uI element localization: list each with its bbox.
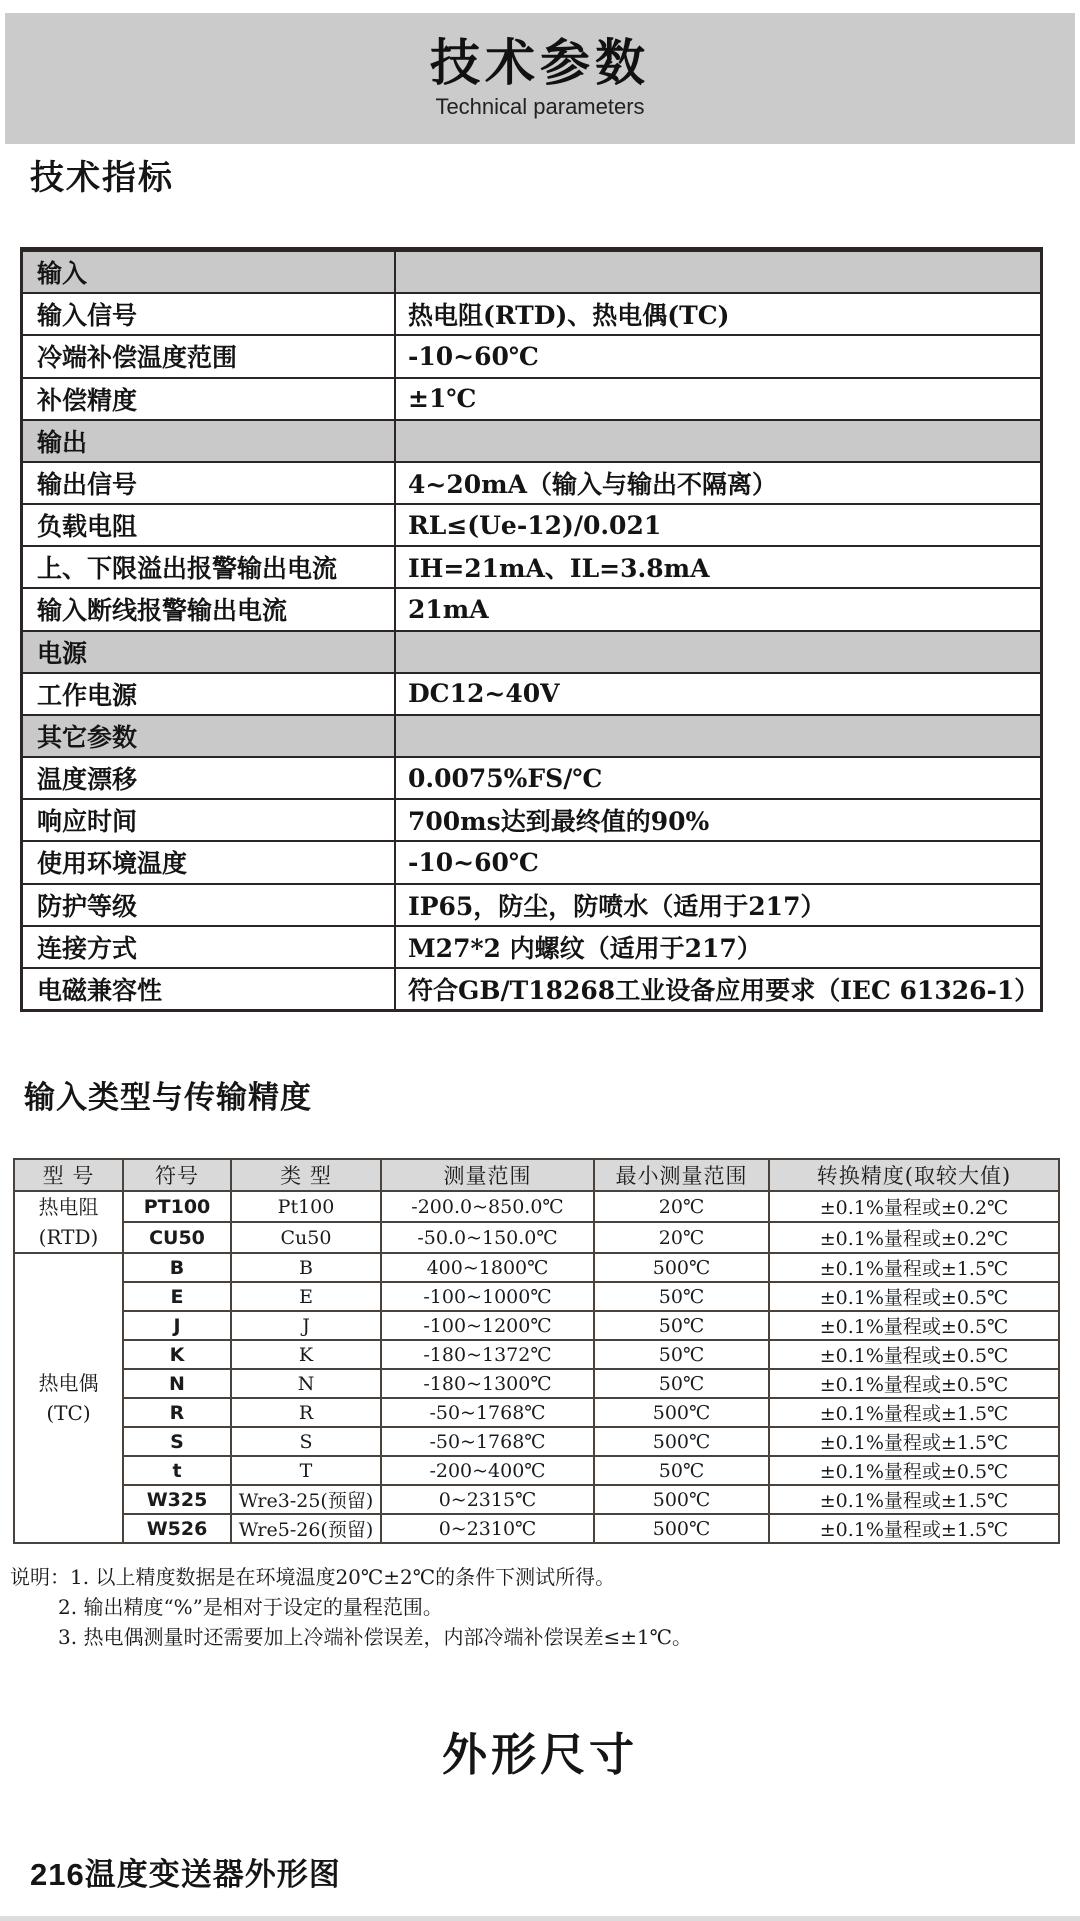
accuracy-cell-accuracy: ±0.1%量程或±0.5℃ xyxy=(769,1369,1059,1398)
accuracy-header-cell: 符号 xyxy=(123,1159,231,1191)
spec-value: 21mA xyxy=(408,594,489,624)
accuracy-cell-range: -200.0~850.0℃ xyxy=(381,1191,594,1222)
accuracy-cell-type: Cu50 xyxy=(231,1222,381,1253)
spec-value: -10~60℃ xyxy=(408,341,539,371)
accuracy-cell-min_range: 500℃ xyxy=(594,1485,769,1514)
spec-value xyxy=(396,632,1040,672)
accuracy-row xyxy=(14,1282,1059,1311)
heading-dimensions: 外形尺寸 xyxy=(441,1729,638,1780)
spec-row xyxy=(23,798,1040,840)
accuracy-row xyxy=(14,1398,1059,1427)
spec-label: 输出信号 xyxy=(23,463,396,503)
accuracy-cell-symbol: W325 xyxy=(123,1485,231,1514)
accuracy-cell-type: N xyxy=(231,1369,381,1398)
spec-value: M27*2 内螺纹（适用于217） xyxy=(408,933,762,963)
spec-row xyxy=(23,461,1040,503)
heading-input-type: 输入类型与传输精度 xyxy=(24,1080,312,1115)
heading-outline-216: 216温度变送器外形图 xyxy=(30,1857,341,1892)
heading-tech-index: 技术指标 xyxy=(30,159,174,197)
accuracy-cell-symbol: E xyxy=(123,1282,231,1311)
accuracy-cell-range: 0~2310℃ xyxy=(381,1514,594,1543)
accuracy-cell-min_range: 20℃ xyxy=(594,1191,769,1222)
spec-value: IH=21mA、IL=3.8mA xyxy=(408,554,710,584)
accuracy-cell-accuracy: ±0.1%量程或±1.5℃ xyxy=(769,1427,1059,1456)
accuracy-cell-accuracy: ±0.1%量程或±0.2℃ xyxy=(769,1191,1059,1222)
accuracy-row xyxy=(14,1369,1059,1398)
spec-row xyxy=(23,292,1040,334)
accuracy-cell-min_range: 500℃ xyxy=(594,1427,769,1456)
accuracy-cell-type: Wre5-26(预留) xyxy=(231,1514,381,1543)
spec-label: 负载电阻 xyxy=(23,505,396,545)
spec-row xyxy=(23,334,1040,376)
accuracy-row xyxy=(14,1311,1059,1340)
accuracy-cell-symbol: K xyxy=(123,1340,231,1369)
spec-label: 电磁兼容性 xyxy=(23,969,396,1009)
accuracy-cell-accuracy: ±0.1%量程或±0.5℃ xyxy=(769,1282,1059,1311)
spec-value xyxy=(396,252,1040,292)
accuracy-cell-min_range: 20℃ xyxy=(594,1222,769,1253)
accuracy-cell-type: T xyxy=(231,1456,381,1485)
spec-value: RL≤(Ue-12)/0.021 xyxy=(408,510,662,540)
accuracy-cell-range: -50.0~150.0℃ xyxy=(381,1222,594,1253)
spec-value: IP65，防尘，防喷水（适用于217） xyxy=(408,891,826,921)
spec-row xyxy=(23,925,1040,967)
accuracy-cell-type: E xyxy=(231,1282,381,1311)
spec-row xyxy=(23,967,1040,1009)
spec-label: 输入断线报警输出电流 xyxy=(23,589,396,629)
accuracy-cell-symbol: S xyxy=(123,1427,231,1456)
sensor-group-abbrev: (TC) xyxy=(46,1401,91,1425)
accuracy-cell-accuracy: ±0.1%量程或±0.2℃ xyxy=(769,1222,1059,1253)
spec-row xyxy=(23,377,1040,419)
spec-row xyxy=(23,840,1040,882)
accuracy-cell-symbol: W526 xyxy=(123,1514,231,1543)
accuracy-cell-symbol: N xyxy=(123,1369,231,1398)
accuracy-cell-symbol: t xyxy=(123,1456,231,1485)
accuracy-cell-type: R xyxy=(231,1398,381,1427)
accuracy-cell-range: -180~1300℃ xyxy=(381,1369,594,1398)
accuracy-cell-type: Pt100 xyxy=(231,1191,381,1222)
accuracy-cell-type: Wre3-25(预留) xyxy=(231,1485,381,1514)
spec-label: 电源 xyxy=(23,632,396,672)
note-line: 说明：1. 以上精度数据是在环境温度20℃±2℃的条件下测试所得。 xyxy=(10,1565,616,1589)
accuracy-header-cell: 转换精度(取较大值) xyxy=(769,1159,1059,1191)
accuracy-table-body xyxy=(14,1191,1059,1543)
accuracy-cell-range: 0~2315℃ xyxy=(381,1485,594,1514)
accuracy-cell-symbol: PT100 xyxy=(123,1191,231,1222)
spec-row xyxy=(23,756,1040,798)
accuracy-cell-min_range: 500℃ xyxy=(594,1398,769,1427)
spec-value: 0.0075%FS/℃ xyxy=(408,763,603,793)
accuracy-cell-accuracy: ±0.1%量程或±1.5℃ xyxy=(769,1398,1059,1427)
notes xyxy=(10,1562,692,1652)
accuracy-cell-min_range: 500℃ xyxy=(594,1514,769,1543)
spec-section-row xyxy=(23,419,1040,461)
accuracy-cell-range: -100~1000℃ xyxy=(381,1282,594,1311)
spec-label: 其它参数 xyxy=(23,716,396,756)
accuracy-cell-range: 400~1800℃ xyxy=(381,1253,594,1282)
accuracy-cell-accuracy: ±0.1%量程或±1.5℃ xyxy=(769,1485,1059,1514)
accuracy-cell-type: S xyxy=(231,1427,381,1456)
accuracy-cell-accuracy: ±0.1%量程或±0.5℃ xyxy=(769,1456,1059,1485)
spec-value: 符合GB/T18268工业设备应用要求（IEC 61326-1） xyxy=(408,976,1040,1005)
accuracy-cell-min_range: 50℃ xyxy=(594,1456,769,1485)
accuracy-row xyxy=(14,1340,1059,1369)
accuracy-cell-min_range: 50℃ xyxy=(594,1340,769,1369)
sensor-group-abbrev: (RTD) xyxy=(38,1225,99,1249)
sensor-group-label xyxy=(14,1253,123,1543)
accuracy-row xyxy=(14,1485,1059,1514)
spec-table xyxy=(20,247,1043,1012)
spec-section-row xyxy=(23,630,1040,672)
accuracy-header-cell: 类 型 xyxy=(231,1159,381,1191)
accuracy-table xyxy=(13,1158,1060,1544)
spec-value: -10~60℃ xyxy=(408,847,539,877)
accuracy-cell-range: -180~1372℃ xyxy=(381,1340,594,1369)
sensor-group-name: 热电阻 xyxy=(38,1195,99,1219)
accuracy-cell-symbol: J xyxy=(123,1311,231,1340)
accuracy-header-row xyxy=(14,1159,1059,1191)
spec-label: 响应时间 xyxy=(23,800,396,840)
note-line: 2. 输出精度“%”是相对于设定的量程范围。 xyxy=(58,1595,443,1619)
accuracy-cell-min_range: 500℃ xyxy=(594,1253,769,1282)
page-subtitle: Technical parameters xyxy=(435,93,645,119)
spec-label: 工作电源 xyxy=(23,674,396,714)
accuracy-header-cell: 最小测量范围 xyxy=(594,1159,769,1191)
accuracy-row xyxy=(14,1222,1059,1253)
accuracy-cell-accuracy: ±0.1%量程或±0.5℃ xyxy=(769,1340,1059,1369)
spec-label: 上、下限溢出报警输出电流 xyxy=(23,547,396,587)
accuracy-cell-symbol: R xyxy=(123,1398,231,1427)
spec-label: 温度漂移 xyxy=(23,758,396,798)
accuracy-cell-type: K xyxy=(231,1340,381,1369)
bottom-divider xyxy=(0,1916,1080,1921)
spec-row xyxy=(23,545,1040,587)
spec-label: 补偿精度 xyxy=(23,379,396,419)
spec-value: ±1℃ xyxy=(408,384,477,414)
spec-value xyxy=(396,421,1040,461)
accuracy-cell-symbol: B xyxy=(123,1253,231,1282)
spec-value: 700ms达到最终值的90% xyxy=(408,807,710,837)
spec-label: 防护等级 xyxy=(23,885,396,925)
sensor-group-label xyxy=(14,1191,123,1253)
accuracy-cell-accuracy: ±0.1%量程或±0.5℃ xyxy=(769,1311,1059,1340)
accuracy-row xyxy=(14,1514,1059,1543)
accuracy-cell-range: -50~1768℃ xyxy=(381,1398,594,1427)
note-line: 3. 热电偶测量时还需要加上冷端补偿误差，内部冷端补偿误差≤±1℃。 xyxy=(58,1625,693,1649)
accuracy-cell-range: -100~1200℃ xyxy=(381,1311,594,1340)
spec-label: 输入信号 xyxy=(23,294,396,334)
banner xyxy=(5,13,1075,144)
spec-value: DC12~40V xyxy=(408,679,560,709)
accuracy-table-head xyxy=(14,1159,1059,1191)
accuracy-header-cell: 测量范围 xyxy=(381,1159,594,1191)
spec-value: 4~20mA（输入与输出不隔离） xyxy=(408,469,777,499)
spec-row xyxy=(23,883,1040,925)
spec-label: 使用环境温度 xyxy=(23,842,396,882)
sensor-group-name: 热电偶 xyxy=(38,1371,99,1395)
spec-label: 输入 xyxy=(23,252,396,292)
accuracy-cell-range: -50~1768℃ xyxy=(381,1427,594,1456)
spec-section-row xyxy=(23,252,1040,292)
spec-row xyxy=(23,503,1040,545)
accuracy-cell-min_range: 50℃ xyxy=(594,1311,769,1340)
spec-section-row xyxy=(23,714,1040,756)
accuracy-cell-range: -200~400℃ xyxy=(381,1456,594,1485)
accuracy-row xyxy=(14,1427,1059,1456)
accuracy-cell-symbol: CU50 xyxy=(123,1222,231,1253)
accuracy-cell-accuracy: ±0.1%量程或±1.5℃ xyxy=(769,1514,1059,1543)
accuracy-header-cell: 型 号 xyxy=(14,1159,123,1191)
accuracy-cell-accuracy: ±0.1%量程或±1.5℃ xyxy=(769,1253,1059,1282)
page-title: 技术参数 xyxy=(430,35,650,92)
accuracy-row xyxy=(14,1253,1059,1282)
spec-row xyxy=(23,587,1040,629)
accuracy-cell-min_range: 50℃ xyxy=(594,1282,769,1311)
spec-value: 热电阻(RTD)、热电偶(TC) xyxy=(408,301,730,331)
accuracy-cell-min_range: 50℃ xyxy=(594,1369,769,1398)
spec-label: 冷端补偿温度范围 xyxy=(23,336,396,376)
accuracy-cell-type: J xyxy=(231,1311,381,1340)
spec-value xyxy=(396,716,1040,756)
spec-label: 连接方式 xyxy=(23,927,396,967)
accuracy-row xyxy=(14,1456,1059,1485)
accuracy-cell-type: B xyxy=(231,1253,381,1282)
spec-row xyxy=(23,672,1040,714)
spec-label: 输出 xyxy=(23,421,396,461)
accuracy-row xyxy=(14,1191,1059,1222)
